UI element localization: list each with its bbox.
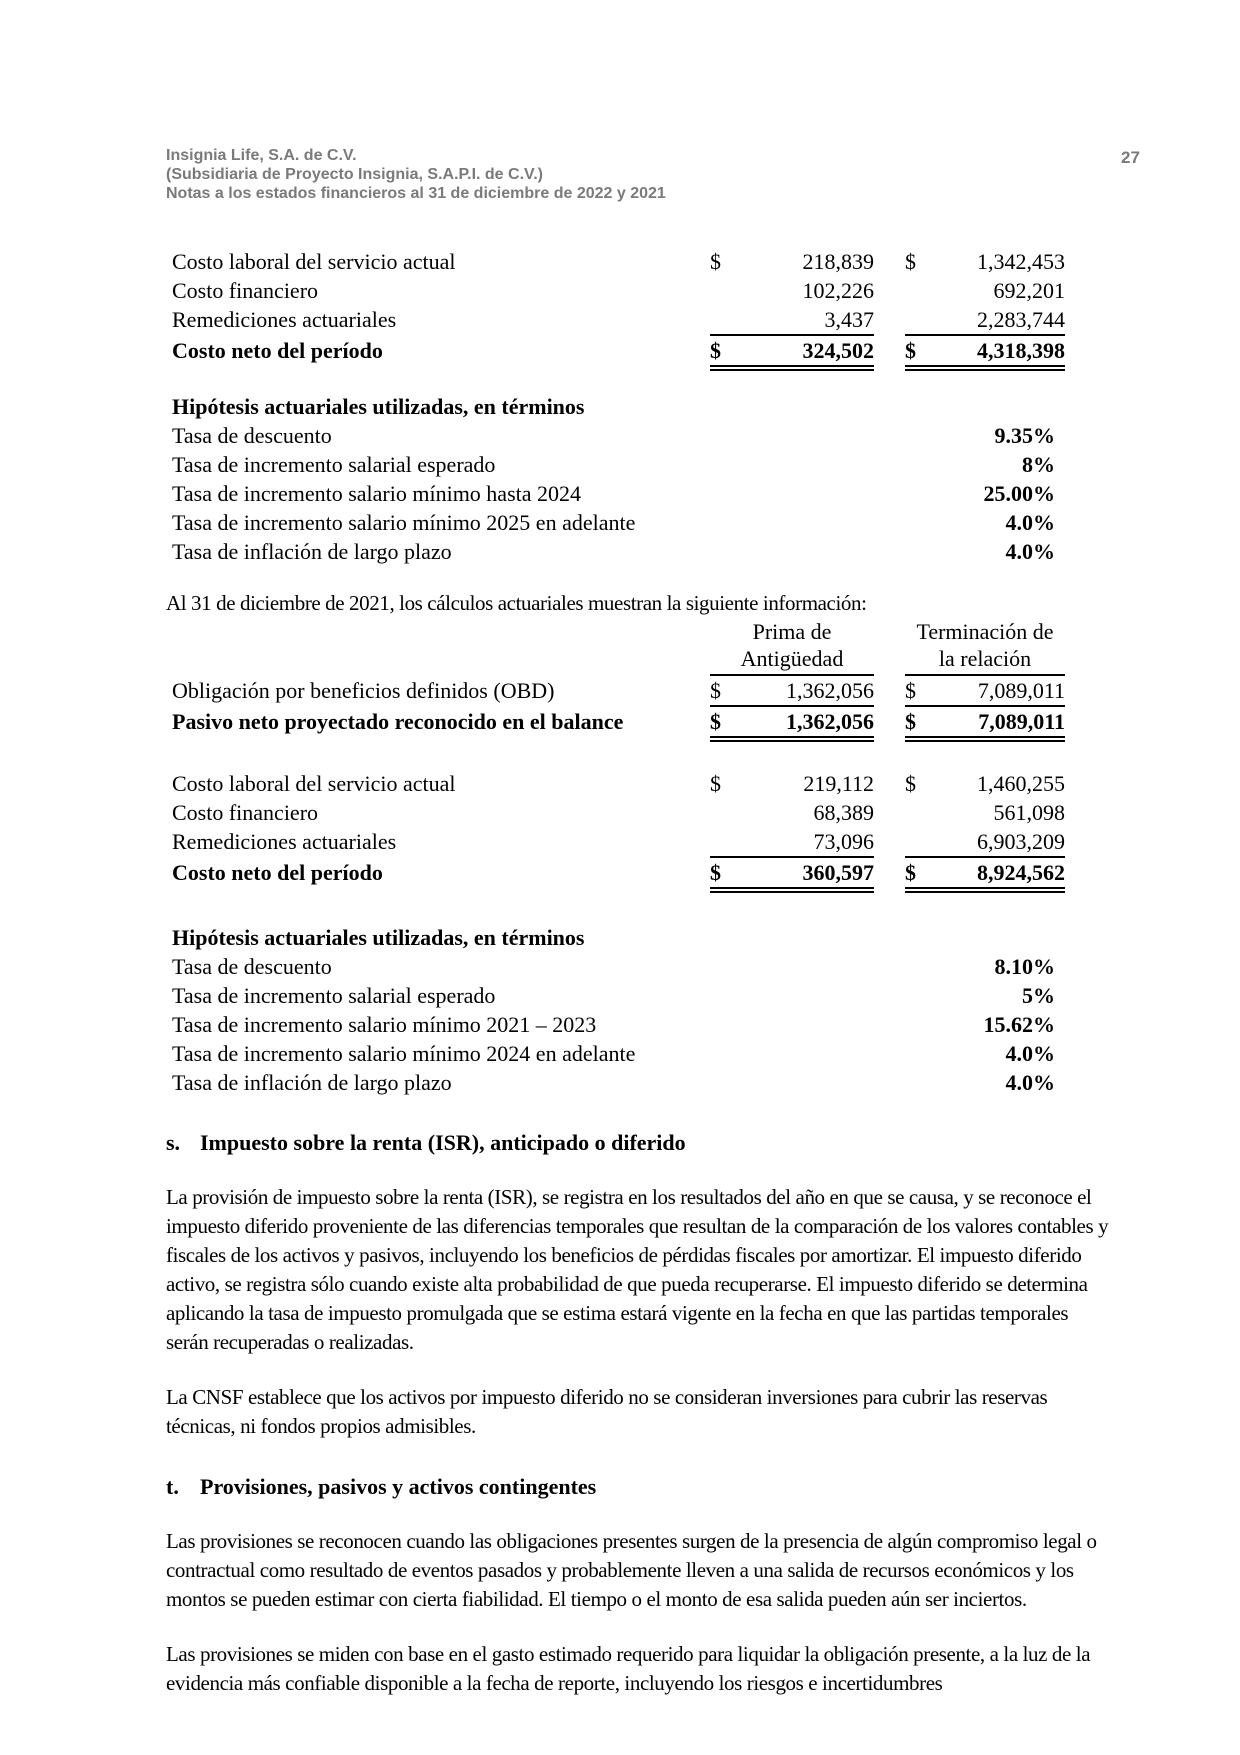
amount-value: 218,839 — [802, 249, 874, 274]
amount-value: 1,362,056 — [786, 709, 874, 734]
amount-cell — [710, 276, 874, 305]
amount-value: 324,502 — [802, 338, 874, 363]
column-header-line: Prima de — [752, 619, 832, 644]
row-label: Costo neto del período — [172, 338, 383, 363]
amount-cell — [710, 798, 874, 827]
assumption-value: 4.0% — [1005, 539, 1055, 564]
assumption-value: 8% — [1022, 452, 1055, 477]
table-total-row — [166, 707, 1111, 742]
assumption-row — [166, 479, 1055, 508]
amount-value: 2,283,744 — [977, 307, 1065, 332]
intro-2021-paragraph: Al 31 de diciembre de 2021, los cálculos actuariales muestran la siguiente información: — [166, 591, 867, 615]
assumptions-heading: Hipótesis actuariales utilizadas, en términos — [172, 925, 585, 950]
amount-value: 360,597 — [802, 860, 874, 885]
amount-cell — [905, 305, 1065, 336]
document-header — [166, 146, 1111, 203]
table-total-row — [166, 858, 1111, 893]
amount-value: 4,318,398 — [977, 338, 1065, 363]
amount-cell — [710, 247, 874, 276]
currency-sign: $ — [710, 338, 721, 363]
assumption-row — [166, 1039, 1055, 1068]
assumption-row — [166, 1068, 1055, 1097]
amount-value: 219,112 — [803, 771, 874, 796]
column-header-line: Terminación de — [916, 619, 1054, 644]
amount-cell — [710, 827, 874, 858]
assumption-label: Tasa de incremento salarial esperado — [172, 452, 496, 477]
amount-cell — [905, 769, 1065, 798]
amount-cell — [905, 798, 1065, 827]
assumption-row — [166, 1010, 1055, 1039]
amount-value: 1,362,056 — [786, 678, 874, 703]
paragraph-provisiones-2: Las provisiones se miden con base en el gasto estimado requerido para liquidar la obligación presente, a la luz de la evidencia más confiable disponible a la fecha de reporte, incluyendo los riesgos e incertidumbres — [166, 1642, 1091, 1695]
section-title: Impuesto sobre la renta (ISR), anticipado o diferido — [200, 1130, 686, 1155]
amount-cell — [905, 336, 1065, 371]
assumption-label: Tasa de incremento salario mínimo 2024 en adelante — [172, 1041, 636, 1066]
amount-value: 73,096 — [813, 829, 874, 854]
assumption-label: Tasa de descuento — [172, 423, 332, 448]
amount-value: 68,389 — [813, 800, 874, 825]
table-row — [166, 798, 1111, 827]
amount-value: 8,924,562 — [977, 860, 1065, 885]
section-heading-s — [166, 1128, 1111, 1157]
table-row — [166, 769, 1111, 798]
company-name: Insignia Life, S.A. de C.V. — [166, 147, 357, 164]
amount-cell — [905, 276, 1065, 305]
column-header-prima — [710, 618, 874, 676]
amount-value: 6,903,209 — [977, 829, 1065, 854]
currency-sign: $ — [905, 709, 916, 734]
amount-cell — [905, 858, 1065, 893]
assumption-label: Tasa de descuento — [172, 954, 332, 979]
page-number: 27 — [1121, 148, 1140, 167]
actuarial-table-2021 — [166, 618, 1111, 893]
row-label: Costo neto del período — [172, 860, 383, 885]
amount-cell — [710, 769, 874, 798]
table-row — [166, 247, 1111, 276]
table-row — [166, 676, 1111, 707]
currency-sign: $ — [710, 709, 721, 734]
column-header-terminacion — [905, 618, 1065, 676]
assumptions-2021 — [166, 923, 1111, 1097]
assumption-value: 8.10% — [994, 954, 1055, 979]
paragraph-provisiones-1: Las provisiones se reconocen cuando las obligaciones presentes surgen de la presencia de algún compromiso legal o contractual como resultado de eventos pasados y probablemente lleven a una salida de recursos económicos y los montos se pueden estimar con cierta fiabilidad. El tiempo o el monto de esa salida pueden aún ser inciertos. — [166, 1529, 1097, 1611]
currency-sign: $ — [710, 678, 721, 703]
assumption-value: 4.0% — [1005, 1070, 1055, 1095]
cost-rows-2021 — [166, 769, 1111, 893]
amount-value: 7,089,011 — [978, 709, 1065, 734]
amount-cell — [905, 247, 1065, 276]
assumption-label: Tasa de incremento salario mínimo 2025 en adelante — [172, 510, 636, 535]
table-header-row — [166, 618, 1111, 676]
assumption-row — [166, 952, 1055, 981]
paragraph-isr-1: La provisión de impuesto sobre la renta (ISR), se registra en los resultados del año en que se causa, y se reconoce el impuesto diferido proveniente de las diferencias temporales que resultan de la comparación de los valores contables y fiscales de los activos y pasivos, incluyendo los beneficios de pérdidas fiscales por amortizar. El impuesto diferido activo, se registra sólo cuando existe alta probabilidad de que pueda recuperarse. El impuesto diferido se determina aplicando la tasa de impuesto promulgada que se estima estará vigente en la fecha en que las partidas temporales serán recuperadas o realizadas. — [166, 1185, 1109, 1354]
currency-sign: $ — [710, 860, 721, 885]
row-label: Costo laboral del servicio actual — [172, 771, 456, 796]
row-label: Costo financiero — [172, 800, 319, 825]
currency-sign: $ — [905, 678, 916, 703]
amount-value: 1,460,255 — [977, 771, 1065, 796]
currency-sign: $ — [710, 249, 721, 274]
amount-value: 1,342,453 — [977, 249, 1065, 274]
amount-value: 102,226 — [802, 278, 874, 303]
row-label: Costo financiero — [172, 278, 319, 303]
assumption-label: Tasa de inflación de largo plazo — [172, 539, 452, 564]
assumption-row — [166, 450, 1055, 479]
notes-title: Notas a los estados financieros al 31 de diciembre de 2022 y 2021 — [166, 185, 666, 202]
paragraph-isr-2: La CNSF establece que los activos por impuesto diferido no se consideran inversiones para cubrir las reservas técnicas, ni fondos propios admisibles. — [166, 1385, 1048, 1438]
assumption-value: 4.0% — [1005, 1041, 1055, 1066]
currency-sign: $ — [905, 249, 916, 274]
assumption-value: 25.00% — [983, 481, 1055, 506]
assumption-row — [166, 508, 1055, 537]
amount-value: 7,089,011 — [977, 678, 1065, 703]
assumption-row — [166, 981, 1055, 1010]
assumption-label: Tasa de inflación de largo plazo — [172, 1070, 452, 1095]
amount-value: 692,201 — [993, 278, 1065, 303]
amount-cell — [710, 336, 874, 371]
subsidiary-line: (Subsidiaria de Proyecto Insignia, S.A.P.I. de C.V.) — [166, 166, 543, 183]
amount-cell — [710, 858, 874, 893]
section-heading-t — [166, 1472, 1111, 1501]
currency-sign: $ — [905, 860, 916, 885]
amount-value: 3,437 — [824, 307, 874, 332]
assumption-label: Tasa de incremento salarial esperado — [172, 983, 496, 1008]
row-label: Remediciones actuariales — [172, 307, 397, 332]
currency-sign: $ — [905, 771, 916, 796]
table-row — [166, 305, 1111, 336]
page-content — [166, 146, 1111, 1698]
amount-cell — [905, 676, 1065, 707]
amount-cell — [710, 707, 874, 742]
assumption-value: 4.0% — [1005, 510, 1055, 535]
section-letter: t. — [166, 1474, 179, 1499]
cost-table-2022 — [166, 247, 1111, 371]
amount-value: 561,098 — [993, 800, 1065, 825]
assumptions-heading: Hipótesis actuariales utilizadas, en términos — [172, 394, 585, 419]
currency-sign: $ — [710, 771, 721, 796]
amount-cell — [905, 707, 1065, 742]
section-letter: s. — [166, 1130, 181, 1155]
amount-cell — [710, 305, 874, 336]
amount-cell — [710, 676, 874, 707]
table-row — [166, 827, 1111, 858]
section-title: Provisiones, pasivos y activos contingentes — [200, 1474, 597, 1499]
assumptions-2022 — [166, 392, 1111, 566]
currency-sign: $ — [905, 338, 916, 363]
assumption-value: 9.35% — [994, 423, 1055, 448]
table-row — [166, 276, 1111, 305]
row-label: Costo laboral del servicio actual — [172, 249, 456, 274]
row-label: Obligación por beneficios definidos (OBD) — [172, 678, 555, 703]
row-label: Remediciones actuariales — [172, 829, 397, 854]
assumption-label: Tasa de incremento salario mínimo hasta 2024 — [172, 481, 582, 506]
table-total-row — [166, 336, 1111, 371]
assumption-row — [166, 421, 1055, 450]
column-header-line: Antigüedad — [740, 646, 844, 671]
amount-cell — [905, 827, 1065, 858]
column-header-line: la relación — [938, 646, 1032, 671]
assumption-value: 15.62% — [983, 1012, 1055, 1037]
assumption-value: 5% — [1022, 983, 1055, 1008]
assumption-label: Tasa de incremento salario mínimo 2021 – 2023 — [172, 1012, 597, 1037]
assumption-row — [166, 537, 1055, 566]
row-label: Pasivo neto proyectado reconocido en el balance — [172, 709, 624, 734]
